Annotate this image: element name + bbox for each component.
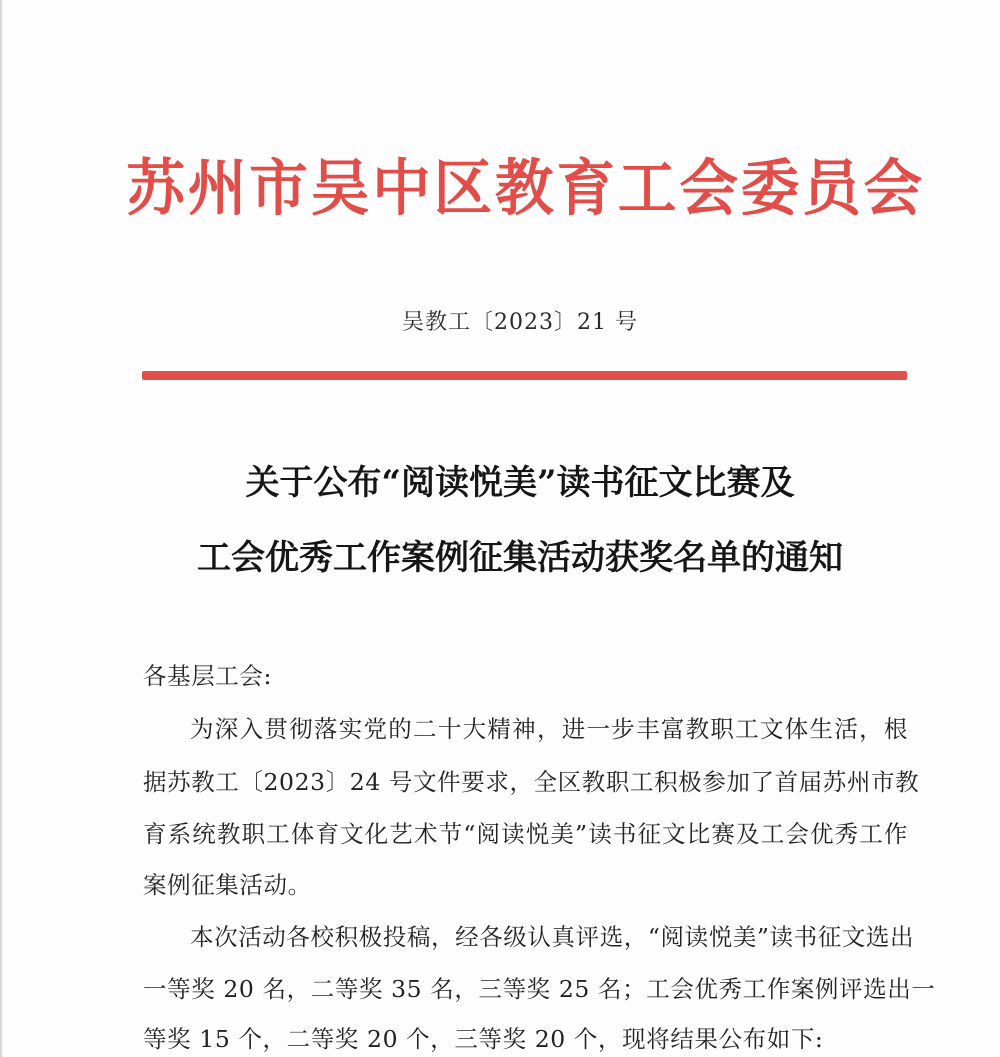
paragraph-2-line-1: 本次活动各校积极投稿，经各级认真评选，“阅读悦美”读书征文选出: [190, 923, 915, 951]
salutation: 各基层工会:: [143, 662, 273, 690]
red-divider-line: [142, 371, 907, 380]
notice-title-line-1: 关于公布“阅读悦美”读书征文比赛及: [245, 463, 795, 503]
paragraph-1-line-4: 案例征集活动。: [143, 871, 312, 899]
paragraph-1-line-1: 为深入贯彻落实党的二十大精神，进一步丰富教职工文体生活，根: [190, 715, 908, 743]
paragraph-2-line-3: 等奖 15 个，二等奖 20 个，三等奖 20 个，现将结果公布如下:: [143, 1025, 824, 1053]
document-number: 吴教工〔2023〕21 号: [402, 310, 638, 335]
paragraph-1-line-2: 据苏教工〔2023〕24 号文件要求，全区教职工积极参加了首届苏州市教: [143, 768, 920, 796]
notice-title-line-2: 工会优秀工作案例征集活动获奖名单的通知: [197, 538, 843, 578]
paragraph-2-line-2: 一等奖 20 名，二等奖 35 名，三等奖 25 名；工会优秀工作案例评选出一: [143, 975, 936, 1003]
page-edge-shadow: [0, 0, 3, 1057]
organization-header: 苏州市吴中区教育工会委员会: [126, 153, 926, 224]
paragraph-1-line-3: 育系统教职工体育文化艺术节“阅读悦美”读书征文比赛及工会优秀工作: [143, 820, 908, 848]
